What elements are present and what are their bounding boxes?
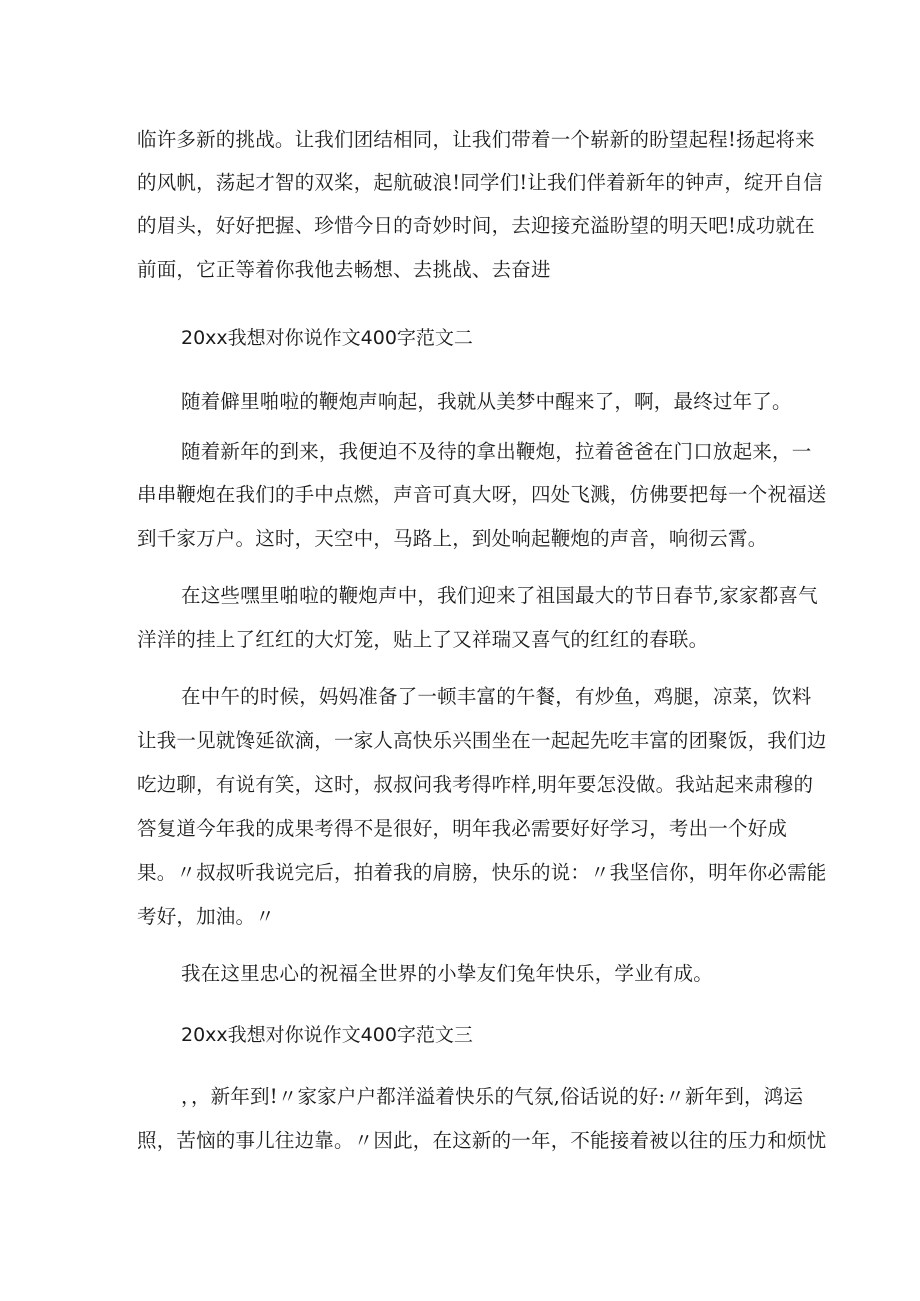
- intro-line-2: 的风帆，荡起才智的双桨，起航破浪!同学们!让我们伴着新年的钟声，绽开自信: [137, 171, 823, 194]
- essay-two-p5-line-1: 我在这里忠心的祝福全世界的小挚友们兔年快乐，学业有成。: [181, 962, 713, 985]
- intro-line-3: 的眉头，好好把握、珍惜今日的奇妙时间，去迎接充溢盼望的明天吧!成功就在: [137, 214, 815, 237]
- essay-two-p4-line-3: 吃边聊，有说有笑，这时，叔叔问我考得咋样,明年要怎没做。我站起来肃穆的: [137, 773, 814, 796]
- essay-two-p4-line-4: 答复道今年我的成果考得不是很好，明年我必需要好好学习，考出一个好成: [137, 817, 788, 840]
- essay-two-p4-line-5: 果。〃叔叔听我说完后，拍着我的肩膀，快乐的说：〃我坚信你，明年你必需能: [137, 861, 827, 884]
- essay-two-p2-line-1: 随着新年的到来，我便迫不及待的拿出鞭炮，拉着爸爸在门口放起来，一: [181, 440, 812, 463]
- essay-two-p4-line-2: 让我一见就馋延欲滴，一家人高快乐兴围坐在一起起先吃丰富的团聚饭，我们边: [137, 729, 827, 752]
- essay-two-p4-line-6: 考好，加油。〃: [137, 905, 275, 928]
- essay-two-p3-line-2: 洋洋的挂上了红红的大灯笼，贴上了又祥瑞又喜气的红红的春联。: [137, 628, 709, 651]
- essay-two-p2-line-3: 到千家万户。这时，天空中，马路上，到处响起鞭炮的声音，响彻云霄。: [137, 527, 768, 550]
- essay-two-p2-line-2: 串串鞭炮在我们的手中点燃，声音可真大呀，四处飞溅，仿佛要把每一个祝福送: [137, 483, 827, 506]
- intro-line-1: 临许多新的挑战。让我们团结相同，让我们带着一个崭新的盼望起程!扬起将来: [137, 128, 815, 151]
- essay-two-p3-line-1: 在这些嘿里啪啦的鞭炮声中，我们迎来了祖国最大的节日春节,家家都喜气: [181, 584, 818, 607]
- essay-three-heading: 20xx我想对你说作文400字范文三: [181, 1024, 473, 1046]
- intro-line-4: 前面，它正等着你我他去畅想、去挑战、去奋进: [137, 258, 551, 281]
- essay-two-p1-line-1: 随着僻里啪啦的鞭炮声响起，我就从美梦中醒来了，啊，最终过年了。: [181, 390, 792, 413]
- essay-two-heading: 20xx我想对你说作文400字范文二: [181, 327, 473, 349]
- essay-three-p1-line-2: 照，苦恼的事儿往边靠。〃因此，在这新的一年，不能接着被以往的压力和烦忧: [137, 1129, 827, 1152]
- essay-two-p4-line-1: 在中午的时候，妈妈准备了一顿丰富的午餐，有炒鱼，鸡腿，凉菜，饮料: [181, 685, 812, 708]
- essay-three-p1-line-1: ，，新年到!〃家家户户都洋溢着快乐的气氛,俗话说的好:〃新年到，鸿运: [181, 1085, 804, 1108]
